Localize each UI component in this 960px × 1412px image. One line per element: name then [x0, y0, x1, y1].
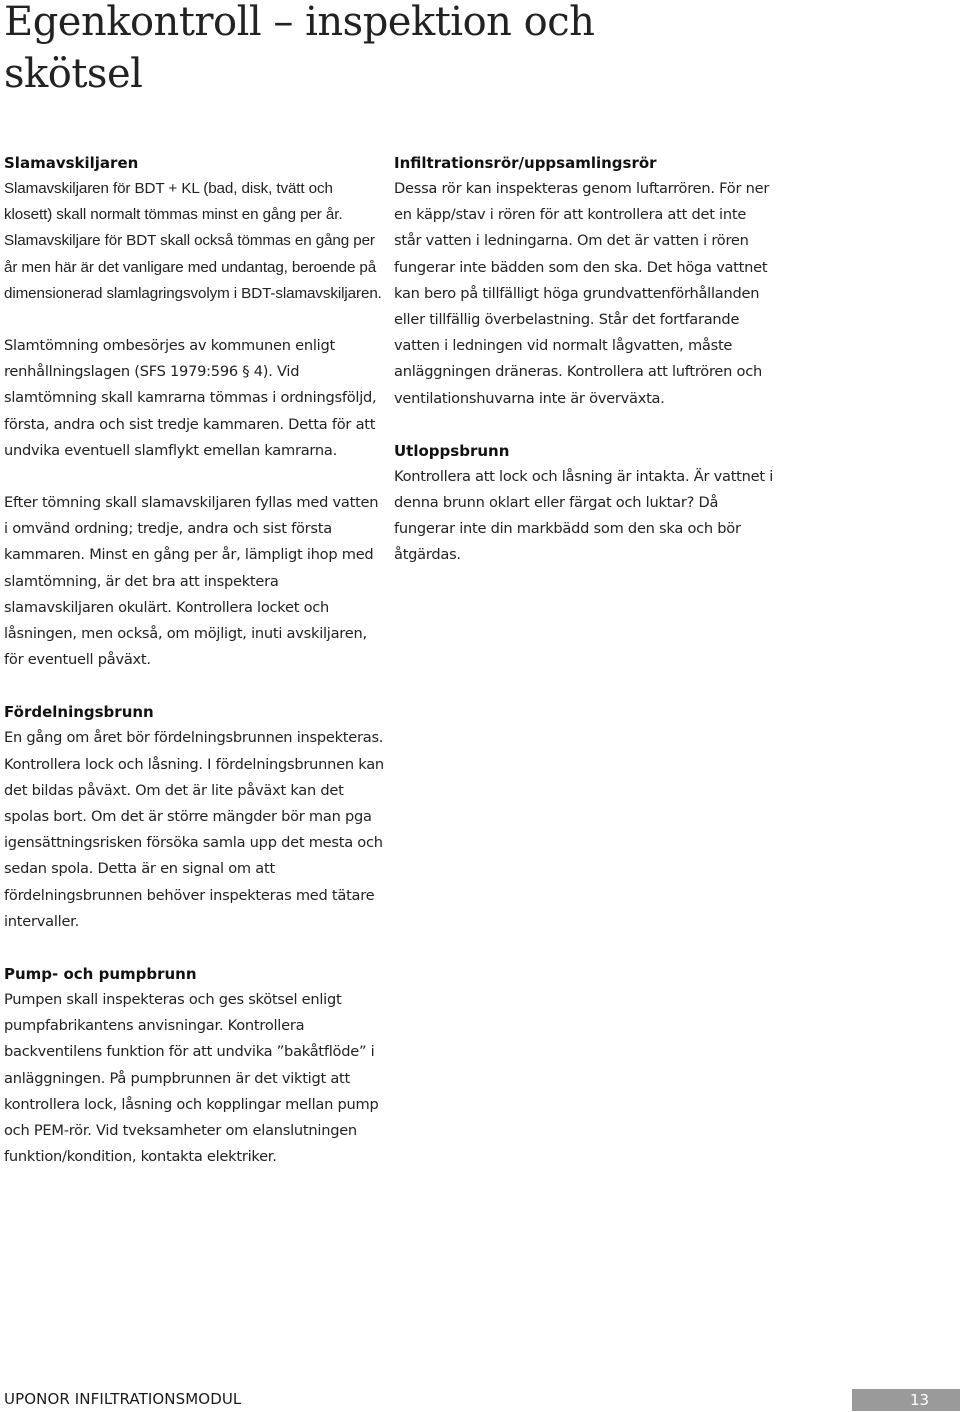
section-utloppsbrunn	[394, 438, 774, 569]
right-column	[394, 150, 774, 595]
section-heading: Fördelningsbrunn	[4, 703, 154, 722]
section-heading: Infiltrationsrör/uppsamlingsrör	[394, 154, 657, 172]
page-title: Egenkontroll – inspektion och skötsel	[4, 0, 595, 97]
section-paragraph: En gång om året bör fördelningsbrunnen inspekteras. Kontrollera lock och låsning. I fördelningsbrunnen kan det bildas påväxt. Om det är lite påväxt kan det spolas bort. Om det är större mängder bör man pga igensättningsrisken försöka samla upp det mesta och sedan spola. Detta är en signal om att fördelningsbrunnen behöver inspekteras med tätare intervaller.	[4, 729, 384, 930]
section-slamavskiljaren	[4, 150, 384, 673]
section-fordelningsbrunn	[4, 699, 384, 935]
footer-publication: UPONOR INFILTRATIONSMODUL	[4, 1390, 242, 1408]
section-paragraph: Slamavskiljaren för BDT + KL (bad, disk, tvätt och klosett) skall normalt tömmas minst en gång per år. Slamavskiljare för BDT skall också tömmas en gång per år men här är det vanligare med undantag, beroende på dimensionerad slamlagringsvolym i BDT-slamavskiljaren.	[4, 180, 382, 302]
section-paragraph: Pumpen skall inspekteras och ges skötsel enligt pumpfabrikantens anvisningar. Kontrollera backventilens funktion för att undvika ”bakåtflöde” i anläggningen. På pumpbrunnen är det viktigt att kontrollera lock, låsning och kopplingar mellan pump och PEM-rör. Vid tveksamheter om elanslutningen funktion/kondition, kontakta elektriker.	[4, 991, 379, 1166]
left-column	[4, 150, 384, 1197]
page-number-badge: 13	[852, 1389, 960, 1411]
section-paragraph: Dessa rör kan inspekteras genom luftarrören. För ner en käpp/stav i rören för att kontrollera att det inte står vatten i ledningarna. Om det är vatten i rören fungerar inte bädden som den ska. Det höga vattnet kan bero på tillfälligt höga grundvattenförhållanden eller tillfällig överbelastning. Står det fortfarande vatten i ledningen vid normalt lågvatten, måste anläggningen dräneras. Kontrollera att luftrören och ventilationshuvarna inte är överväxta.	[394, 180, 770, 407]
section-heading: Pump- och pumpbrunn	[4, 965, 197, 984]
section-paragraph: Kontrollera att lock och låsning är intakta. Är vattnet i denna brunn oklart eller färgat och luktar? Då fungerar inte din markbädd som den ska och bör åtgärdas.	[394, 467, 774, 564]
section-infiltrationsror	[394, 150, 774, 412]
section-pump	[4, 961, 384, 1170]
section-heading: Utloppsbrunn	[394, 441, 510, 460]
section-paragraph: Efter tömning skall slamavskiljaren fyllas med vatten i omvänd ordning; tredje, andra och sist första kammaren. Minst en gång per år, lämpligt ihop med slamtömning, är det bra att inspektera slamavskiljaren okulärt. Kontrollera locket och låsningen, men också, om möjligt, inuti avskiljaren, för eventuell påväxt.	[4, 494, 379, 669]
section-paragraph: Slamtömning ombesörjes av kommunen enligt renhållningslagen (SFS 1979:596 § 4). Vid slamtömning skall kamrarna tömmas i ordningsföljd, första, andra och sist tredje kammaren. Detta för att undvika eventuell slamflykt emellan kamrarna.	[4, 337, 377, 459]
section-heading: Slamavskiljaren	[4, 154, 139, 172]
